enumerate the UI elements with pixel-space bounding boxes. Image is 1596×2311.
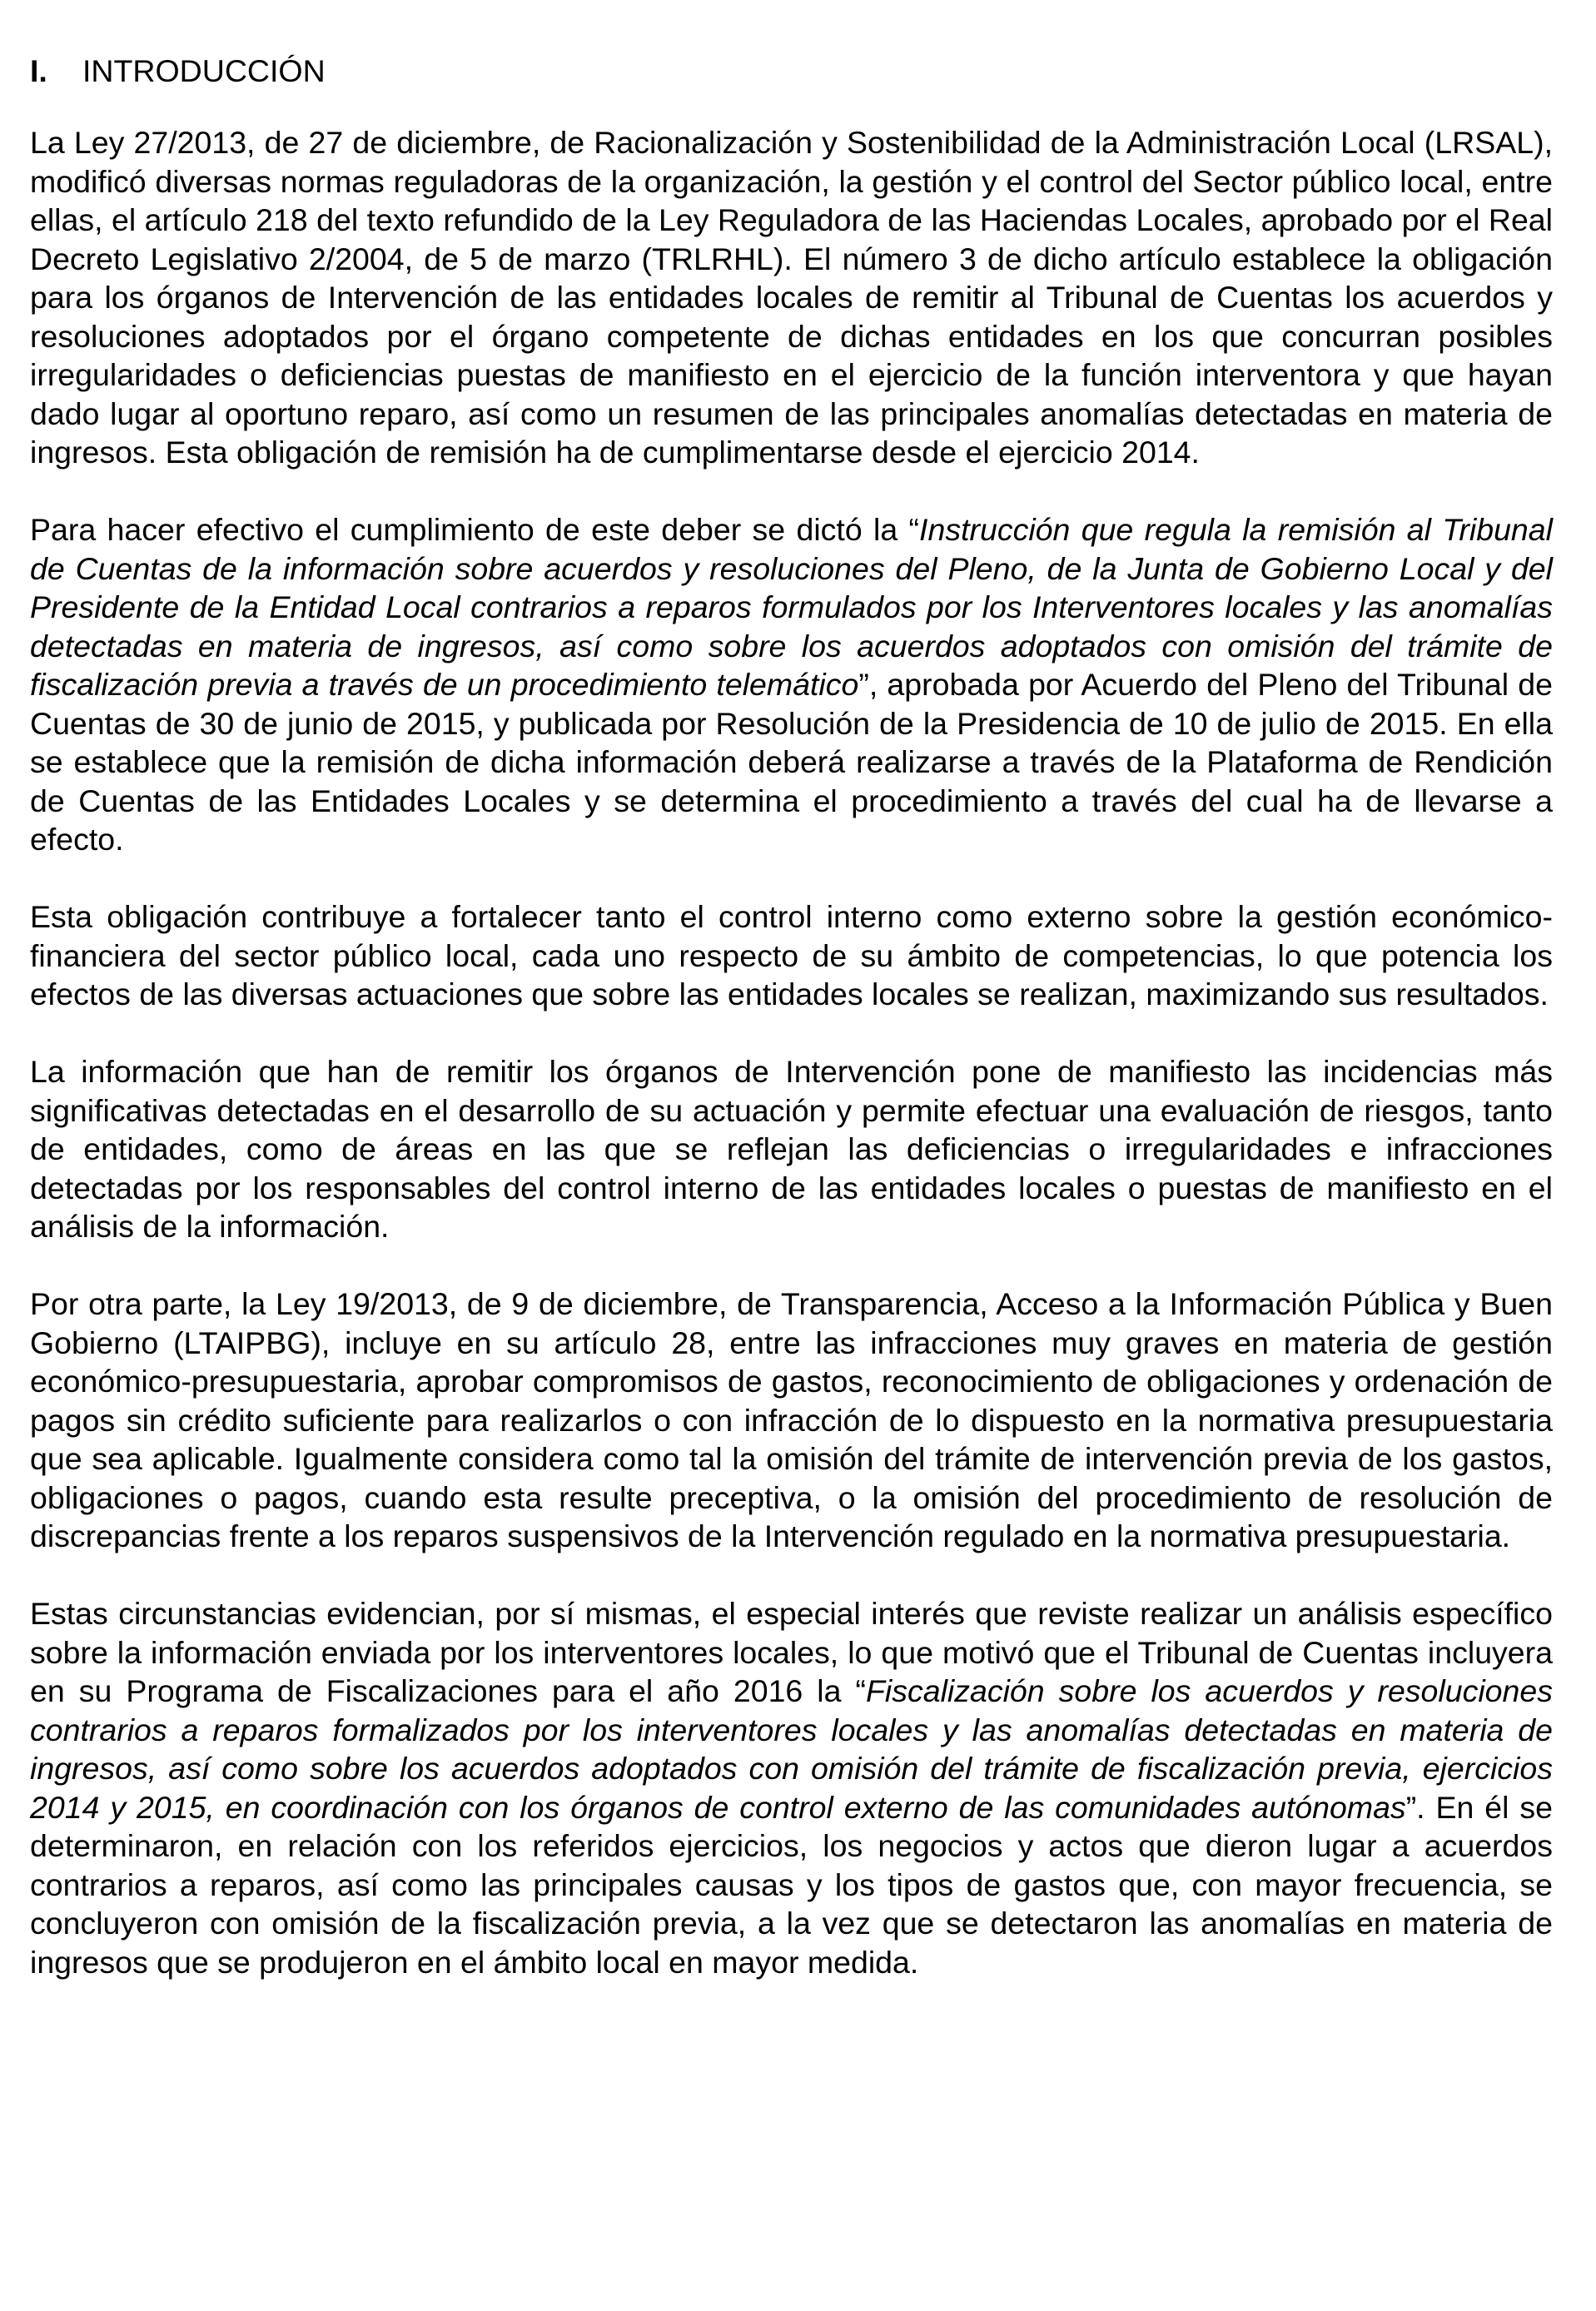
paragraph-2 bbox=[30, 510, 1553, 859]
paragraph-6 bbox=[30, 1594, 1553, 1981]
instruction-title: Instrucción que regula la remisión al Tribunal de Cuentas de la información sobre acuerdos y resoluciones del Pleno, de la Junta de Gobierno Local y del Presidente de la Entidad Local contrarios a reparos formulados por los Interventores locales y las anomalías detectadas en materia de ingresos, así como sobre los acuerdos adoptados con omisión del trámite de fiscalización previa a través de un procedimiento telemático bbox=[30, 512, 1553, 702]
section-title: INTRODUCCIÓN bbox=[82, 53, 326, 88]
document-page bbox=[30, 52, 1553, 2020]
paragraph-3: Esta obligación contribuye a fortalecer tanto el control interno como externo sobre la gestión económico-financiera del sector público local, cada uno respecto de su ámbito de competencias, lo que potencia los efectos de las diversas actuaciones que sobre las entidades locales se realizan, maximizando sus resultados. bbox=[30, 899, 1553, 1011]
paragraph-2-intro: Para hacer efectivo el cumplimiento de este deber se dictó la “ bbox=[30, 512, 920, 547]
section-number: I. bbox=[30, 53, 47, 88]
paragraph-1: La Ley 27/2013, de 27 de diciembre, de Racionalización y Sostenibilidad de la Administración Local (LRSAL), modificó diversas normas reguladoras de la organización, la gestión y el control del Sector público local, entre ellas, el artículo 218 del texto refundido de la Ley Reguladora de las Haciendas Locales, aprobado por el Real Decreto Legislativo 2/2004, de 5 de marzo (TRLRHL). El número 3 de dicho artículo establece la obligación para los órganos de Intervención de las entidades locales de remitir al Tribunal de Cuentas los acuerdos y resoluciones adoptados por el órgano competente de dichas entidades en los que concurran posibles irregularidades o deficiencias puestas de manifiesto en el ejercicio de la función interventora y que hayan dado lugar al oportuno reparo, así como un resumen de las principales anomalías detectadas en materia de ingresos. Esta obligación de remisión ha de cumplimentarse desde el ejercicio 2014. bbox=[30, 125, 1553, 470]
section-heading bbox=[30, 52, 1553, 90]
paragraph-6-intro: Estas circunstancias evidencian, por sí mismas, el especial interés que reviste realizar un análisis específico sobre la información enviada por los interventores locales, lo que motivó que el Tribunal de Cuentas incluyera en su Programa de Fiscalizaciones para el año 2016 la “ bbox=[30, 1596, 1553, 1708]
paragraph-4: La información que han de remitir los órganos de Intervención pone de manifiesto las incidencias más significativas detectadas en el desarrollo de su actuación y permite efectuar una evaluación de riesgos, tanto de entidades, como de áreas en las que se reflejan las deficiencias o irregularidades e infracciones detectadas por los responsables del control interno de las entidades locales o puestas de manifiesto en el análisis de la información. bbox=[30, 1054, 1553, 1244]
paragraph-2-rest: ”, aprobada por Acuerdo del Pleno del Tribunal de Cuentas de 30 de junio de 2015, y publicada por Resolución de la Presidencia de 10 de julio de 2015. En ella se establece que la remisión de dicha información deberá realizarse a través de la Plataforma de Rendición de Cuentas de las Entidades Locales y se determina el procedimiento a través del cual ha de llevarse a efecto. bbox=[30, 667, 1553, 857]
fiscalization-title: Fiscalización sobre los acuerdos y resoluciones contrarios a reparos formalizados por los interventores locales y las anomalías detectadas en materia de ingresos, así como sobre los acuerdos adoptados con omisión del trámite de fiscalización previa, ejercicios 2014 y 2015, en coordinación con los órganos de control externo de las comunidades autónomas bbox=[30, 1673, 1553, 1825]
paragraph-6-rest: ”. En él se determinaron, en relación con los referidos ejercicios, los negocios y actos que dieron lugar a acuerdos contrarios a reparos, así como las principales causas y los tipos de gastos que, con mayor frecuencia, se concluyeron con omisión de la fiscalización previa, a la vez que se detectaron las anomalías en materia de ingresos que se produjeron en el ámbito local en mayor medida. bbox=[30, 1789, 1553, 1980]
paragraph-5: Por otra parte, la Ley 19/2013, de 9 de diciembre, de Transparencia, Acceso a la Información Pública y Buen Gobierno (LTAIPBG), incluye en su artículo 28, entre las infracciones muy graves en materia de gestión económico-presupuestaria, aprobar compromisos de gastos, reconocimiento de obligaciones y ordenación de pagos sin crédito suficiente para realizarlos o con infracción de lo dispuesto en la normativa presupuestaria que sea aplicable. Igualmente considera como tal la omisión del trámite de intervención previa de los gastos, obligaciones o pagos, cuando esta resulte preceptiva, o la omisión del procedimiento de resolución de discrepancias frente a los reparos suspensivos de la Intervención regulado en la normativa presupuestaria. bbox=[30, 1286, 1553, 1553]
